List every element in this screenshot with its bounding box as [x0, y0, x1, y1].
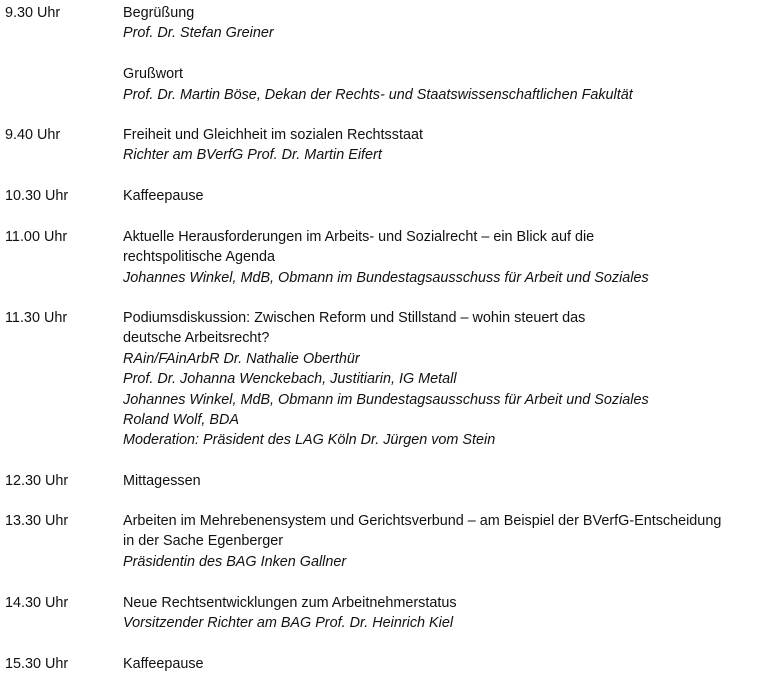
speaker-line: Moderation: Präsident des LAG Köln Dr. Jürgen vom Stein — [123, 432, 496, 449]
speaker-line: Prof. Dr. Johanna Wenckebach, Justitiarin, IG Metall — [123, 371, 457, 388]
program-content — [123, 125, 763, 166]
program-time: 14.30 Uhr — [5, 595, 69, 611]
program-block — [123, 186, 763, 206]
program-block — [123, 654, 763, 674]
program-block — [123, 308, 763, 451]
program-time: 9.40 Uhr — [5, 127, 61, 143]
program-content — [123, 186, 763, 206]
program-block — [123, 471, 763, 491]
session-title-line: Begrüßung — [123, 5, 195, 21]
session-title-line: Aktuelle Herausforderungen im Arbeits- und Sozialrecht – ein Blick auf die — [123, 229, 595, 245]
session-title-line: rechtspolitische Agenda — [123, 249, 276, 266]
program-time: 15.30 Uhr — [5, 656, 69, 672]
program-time: 13.30 Uhr — [5, 513, 69, 529]
session-title-line: deutsche Arbeitsrecht? — [123, 330, 270, 347]
program-content — [123, 511, 763, 572]
program-content — [123, 471, 763, 491]
speaker-line: Richter am BVerfG Prof. Dr. Martin Eifert — [123, 147, 382, 164]
program-time: 10.30 Uhr — [5, 188, 69, 204]
program-block — [123, 3, 763, 44]
session-title-line: Mittagessen — [123, 473, 201, 489]
session-title-line: Podiumsdiskussion: Zwischen Reform und Stillstand – wohin steuert das — [123, 310, 586, 326]
speaker-line: Prof. Dr. Martin Böse, Dekan der Rechts- und Staatswissenschaftlichen Fakultät — [123, 86, 633, 103]
session-title-line: in der Sache Egenberger — [123, 533, 284, 550]
session-title-line: Neue Rechtsentwicklungen zum Arbeitnehmerstatus — [123, 595, 457, 611]
program-block — [123, 227, 763, 288]
program-time: 9.30 Uhr — [5, 5, 61, 21]
program-time: 12.30 Uhr — [5, 473, 69, 489]
program-time: 11.00 Uhr — [5, 229, 68, 245]
program-content — [123, 308, 763, 451]
speaker-line: Roland Wolf, BDA — [123, 412, 239, 429]
program-content — [123, 3, 763, 105]
program-block — [123, 511, 763, 572]
speaker-line: Johannes Winkel, MdB, Obmann im Bundestagsausschuss für Arbeit und Soziales — [123, 269, 649, 286]
program-block — [123, 125, 763, 166]
program-content — [123, 227, 763, 288]
speaker-line: Johannes Winkel, MdB, Obmann im Bundestagsausschuss für Arbeit und Soziales — [123, 391, 649, 408]
program-block — [123, 593, 763, 634]
session-title-line: Grußwort — [123, 66, 183, 83]
speaker-line: Präsidentin des BAG Inken Gallner — [123, 553, 347, 570]
session-title-line: Kaffeepause — [123, 656, 204, 672]
program-content — [123, 593, 763, 634]
speaker-line: Prof. Dr. Stefan Greiner — [123, 25, 274, 42]
program-time: 11.30 Uhr — [5, 310, 68, 326]
speaker-line: Vorsitzender Richter am BAG Prof. Dr. Heinrich Kiel — [123, 615, 454, 632]
program-block — [123, 64, 763, 105]
session-title-line: Kaffeepause — [123, 188, 204, 204]
program-content — [123, 654, 763, 674]
session-title-line: Freiheit und Gleichheit im sozialen Rechtsstaat — [123, 127, 423, 143]
speaker-line: RAin/FAinArbR Dr. Nathalie Oberthür — [123, 350, 360, 367]
session-title-line: Arbeiten im Mehrebenensystem und Gerichtsverbund – am Beispiel der BVerfG-Entscheidung — [123, 513, 722, 529]
